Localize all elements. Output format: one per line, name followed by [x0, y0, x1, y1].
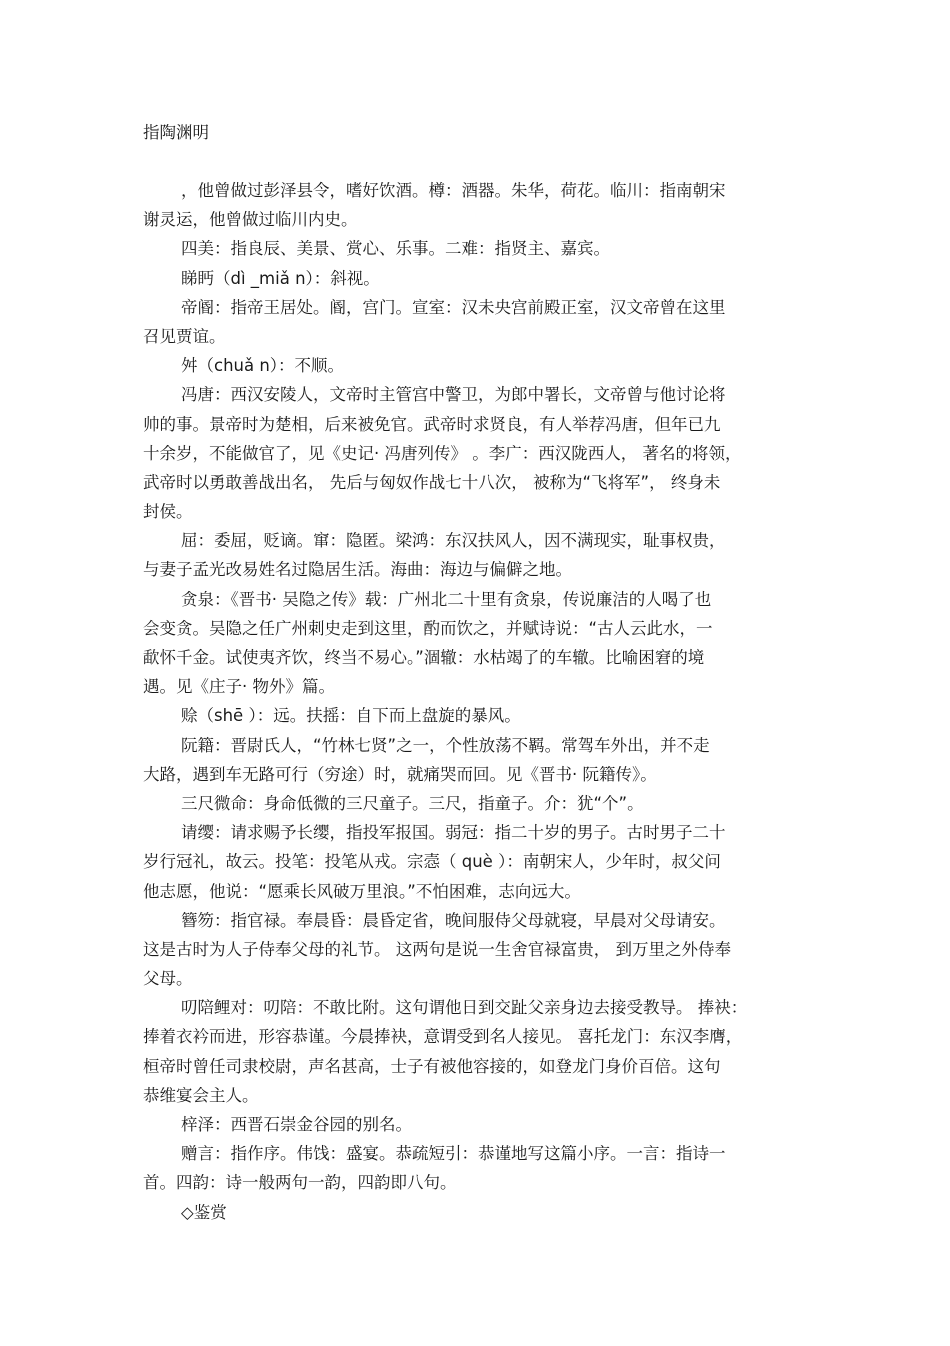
text-line: 父母。 [143, 969, 193, 989]
text-line: ，他曾做过彭泽县令，嗜好饮酒。樽：酒器。朱华，荷花。临川：指南朝宋 [181, 181, 726, 200]
text-line: 会变贪。吴隐之任广州刺史走到这里，酌而饮之，并赋诗说：“古人云此水，一 [143, 618, 713, 638]
text-line: 封侯。 [143, 502, 193, 522]
text-line: 睇眄（dì _miǎ n）：斜视。 [181, 268, 380, 288]
text-line: 舛（chuǎ n）：不顺。 [181, 356, 345, 376]
text-line: 屈：委屈，贬谪。窜：隐匿。梁鸿：东汉扶风人，因不满现实，耻事权贵， [181, 531, 726, 551]
text-line: 歃怀千金。试使夷齐饮，终当不易心。”涸辙：水枯竭了的车辙。比喻困窘的境 [143, 648, 705, 667]
annotation-text [143, 176, 808, 1227]
text-line: 捧着衣衿而进，形容恭谨。今晨捧袂，意谓受到名人接见。 喜托龙门：东汉李膺， [143, 1027, 743, 1047]
text-line: 阮籍：晋尉氏人，“竹林七贤”之一，个性放荡不羁。常驾车外出，并不走 [181, 735, 710, 755]
text-line: 这是古时为人子侍奉父母的礼节。 这两句是说一生舍官禄富贵， 到万里之外侍奉 [143, 939, 731, 959]
text-line: 帅的事。景帝时为楚相，后来被免官。武帝时求贤良，有人举荐冯唐，但年已九 [143, 414, 721, 434]
text-line: 武帝时以勇敢善战出名， 先后与匈奴作战七十八次， 被称为“飞将军”， 终身未 [143, 472, 721, 492]
text-line: ◇鉴赏 [181, 1202, 227, 1222]
text-line: 四美：指良辰、美景、赏心、乐事。二难：指贤主、嘉宾。 [181, 239, 610, 259]
text-line: 三尺微命：身命低微的三尺童子。三尺，指童子。介：犹“个”。 [181, 793, 644, 813]
text-line: 叨陪鲤对：叨陪：不敢比附。这句谓他日到交趾父亲身边去接受教导。 捧袂： [181, 998, 748, 1018]
text-line: 首。四韵：诗一般两句一韵，四韵即八句。 [143, 1173, 457, 1193]
text-line: 赠言：指作序。伟饯：盛宴。恭疏短引：恭谨地写这篇小序。一言：指诗一 [181, 1144, 726, 1164]
text-line: 大路，遇到车无路可行（穷途）时，就痛哭而回。见《晋书· 阮籍传》。 [143, 764, 657, 784]
text-line: 桓帝时曾任司隶校尉，声名甚高，士子有被他容接的，如登龙门身价百倍。这句 [143, 1056, 721, 1076]
text-line: 簪笏：指官禄。奉晨昏：晨昏定省，晚间服侍父母就寝，早晨对父母请安。 [181, 910, 726, 930]
text-line: 恭维宴会主人。 [143, 1085, 259, 1105]
text-line: 岁行冠礼，故云。投笔：投笔从戎。宗悫（ què ）：南朝宋人，少年时，叔父问 [143, 852, 721, 872]
text-line: 谢灵运，他曾做过临川内史。 [143, 210, 358, 230]
text-line: 召见贾谊。 [143, 326, 226, 346]
text-line: 贪泉：《晋书· 吴隐之传》载：广州北二十里有贪泉，传说廉洁的人喝了也 [181, 589, 712, 609]
text-line: 请缨：请求赐予长缨，指投军报国。弱冠：指二十岁的男子。古时男子二十 [181, 823, 726, 843]
text-line: 十余岁，不能做官了，见《史记· 冯唐列传》 。李广：西汉陇西人， 著名的将领， [143, 443, 742, 463]
text-line: 梓泽：西晋石崇金谷园的别名。 [181, 1115, 412, 1134]
text-line: 他志愿，他说：“愿乘长风破万里浪。”不怕困难，志向远大。 [143, 881, 581, 901]
text-line: 遇。见《庄子· 物外》篇。 [143, 677, 335, 697]
text-line: 赊（shē ）：远。扶摇：自下而上盘旋的暴风。 [181, 706, 521, 726]
page-heading: 指陶渊明 [143, 123, 209, 142]
text-line: 冯唐：西汉安陵人，文帝时主管宫中警卫，为郎中署长，文帝曾与他讨论将 [181, 385, 726, 405]
text-line: 帝阍：指帝王居处。阍，宫门。宣室：汉未央宫前殿正室，汉文帝曾在这里 [181, 297, 726, 317]
text-line: 与妻子孟光改易姓名过隐居生活。海曲：海边与偏僻之地。 [143, 560, 572, 580]
